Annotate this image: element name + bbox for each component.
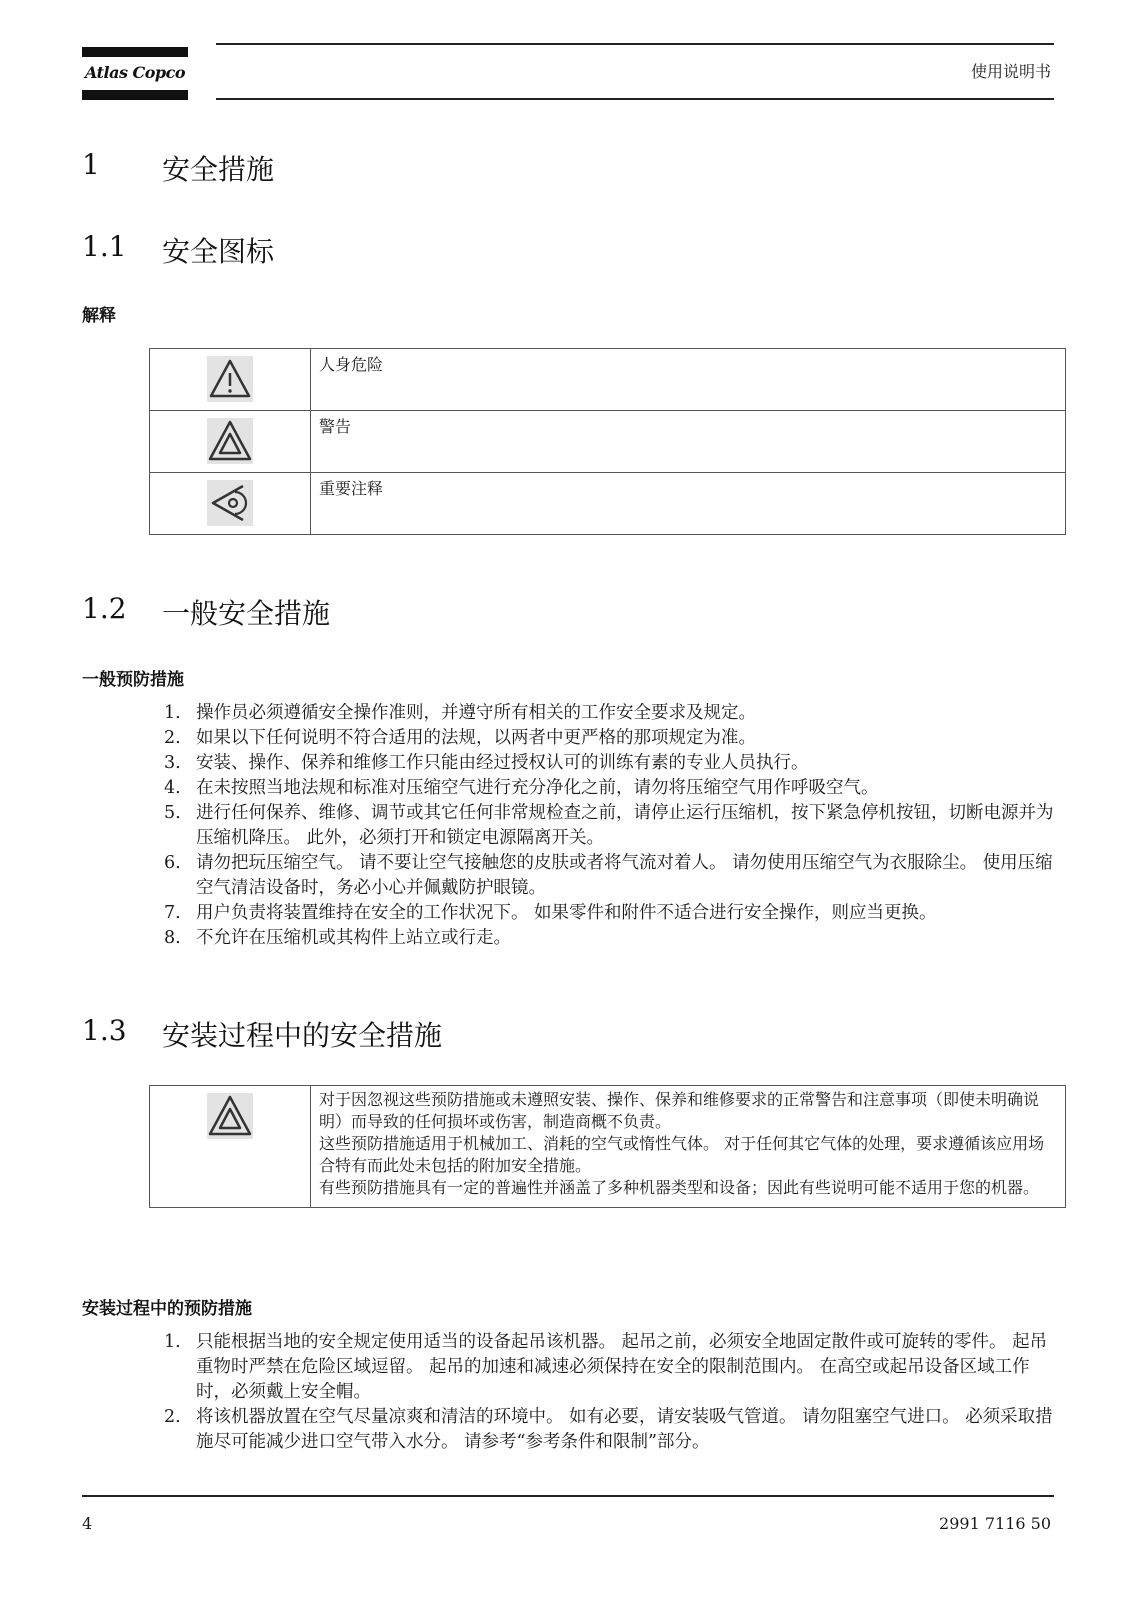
logo-bar-top (82, 47, 188, 57)
note-text (311, 1086, 1066, 1208)
general-precautions-subheading: 一般预防措施 (82, 670, 184, 690)
item-text: 在未按照当地法规和标准对压缩空气进行充分净化之前，请勿将压缩空气用作呼吸空气。 (196, 778, 879, 798)
warning-double-triangle-icon (207, 418, 253, 464)
list-item (160, 926, 1060, 951)
icon-label: 重要注释 (311, 473, 1066, 535)
icon-cell (150, 349, 311, 411)
icon-cell (150, 473, 311, 535)
document-title: 使用说明书 (970, 62, 1051, 81)
item-text: 安装、操作、保养和维修工作只能由经过授权认可的训练有素的专业人员执行。 (196, 753, 809, 773)
section-number: 1.1 (82, 230, 127, 263)
item-number: 2. (164, 728, 181, 748)
list-item (160, 851, 1060, 901)
note-paragraph: 这些预防措施适用于机械加工、消耗的空气或惰性气体。 对于任何其它气体的处理，要求遵循该应用场合特有而此处未包括的附加安全措施。 (319, 1134, 1045, 1175)
item-text: 只能根据当地的安全规定使用适当的设备起吊该机器。 起吊之前，必须安全地固定散件或可旋转的零件。 起吊重物时严禁在危险区域逗留。 起吊的加速和减速必须保持在安全的限制范围内。 在高空或起吊设备区域工作时，必须戴上安全帽。 (196, 1332, 1048, 1402)
list-item (160, 801, 1060, 851)
important-note-eye-icon (207, 480, 253, 526)
item-number: 3. (164, 753, 181, 773)
table-row (150, 473, 1066, 535)
item-number: 8. (164, 928, 181, 948)
installation-precautions-list (160, 1330, 1060, 1455)
section-number: 1.3 (82, 1014, 127, 1047)
item-number: 7. (164, 903, 181, 923)
item-number: 2. (164, 1407, 181, 1427)
item-text: 进行任何保养、维修、调节或其它任何非常规检查之前，请停止运行压缩机，按下紧急停机按钮，切断电源并为压缩机降压。 此外，必须打开和锁定电源隔离开关。 (196, 803, 1054, 848)
icon-cell (150, 1086, 311, 1208)
table-row (150, 349, 1066, 411)
section-title: 安全措施 (162, 153, 275, 186)
item-text: 将该机器放置在空气尽量凉爽和清洁的环境中。 如有必要，请安装吸气管道。 请勿阻塞空气进口。 必须采取措施尽可能减少进口空气带入水分。 请参考“参考条件和限制”部分。 (196, 1407, 1053, 1452)
list-item (160, 901, 1060, 926)
item-number: 6. (164, 853, 181, 873)
note-paragraph: 对于因忽视这些预防措施或未遵照安装、操作、保养和维修要求的正常警告和注意事项（即使未明确说明）而导致的任何损坏或伤害，制造商概不负责。 (319, 1090, 1040, 1131)
item-number: 5. (164, 803, 181, 823)
header-rule-top (216, 43, 1054, 45)
list-item (160, 1330, 1060, 1405)
icon-label: 警告 (311, 411, 1066, 473)
table-row (150, 1086, 1066, 1208)
warning-double-triangle-icon (207, 1093, 253, 1139)
item-number: 1. (164, 1332, 181, 1352)
danger-triangle-exclamation-icon (207, 356, 253, 402)
logo-bar-bottom (82, 90, 188, 100)
table-row (150, 411, 1066, 473)
footer-rule (82, 1495, 1054, 1497)
note-paragraph: 有些预防措施具有一定的普遍性并涵盖了多种机器类型和设备；因此有些说明可能不适用于您的机器。 (319, 1178, 1040, 1197)
item-number: 4. (164, 778, 181, 798)
item-number: 1. (164, 703, 181, 723)
section-title: 一般安全措施 (162, 597, 331, 630)
logo-text: Atlas Copco (84, 63, 186, 82)
header-rule-bottom (216, 98, 1054, 100)
document-number: 2991 7116 50 (939, 1514, 1051, 1533)
icon-label: 人身危险 (311, 349, 1066, 411)
section-title: 安全图标 (162, 235, 275, 268)
section-number: 1 (82, 148, 100, 181)
page-number: 4 (82, 1514, 93, 1533)
explanation-subheading: 解释 (82, 306, 116, 326)
item-text: 操作员必须遵循安全操作准则，并遵守所有相关的工作安全要求及规定。 (196, 703, 756, 723)
item-text: 不允许在压缩机或其构件上站立或行走。 (196, 928, 511, 948)
installation-warning-note (149, 1085, 1066, 1208)
section-title: 安装过程中的安全措施 (162, 1019, 443, 1052)
list-item (160, 726, 1060, 751)
list-item (160, 701, 1060, 726)
general-precautions-list (160, 701, 1060, 951)
section-number: 1.2 (82, 592, 127, 625)
installation-precautions-subheading: 安装过程中的预防措施 (82, 1299, 252, 1319)
list-item (160, 776, 1060, 801)
atlas-copco-logo (82, 47, 188, 100)
item-text: 用户负责将装置维持在安全的工作状况下。 如果零件和附件不适合进行安全操作，则应当更换。 (196, 903, 937, 923)
safety-icons-table (149, 348, 1066, 535)
item-text: 请勿把玩压缩空气。 请不要让空气接触您的皮肤或者将气流对着人。 请勿使用压缩空气为衣服除尘。 使用压缩空气清洁设备时，务必小心并佩戴防护眼镜。 (196, 853, 1053, 898)
item-text: 如果以下任何说明不符合适用的法规，以两者中更严格的那项规定为准。 (196, 728, 756, 748)
icon-cell (150, 411, 311, 473)
list-item (160, 751, 1060, 776)
list-item (160, 1405, 1060, 1455)
